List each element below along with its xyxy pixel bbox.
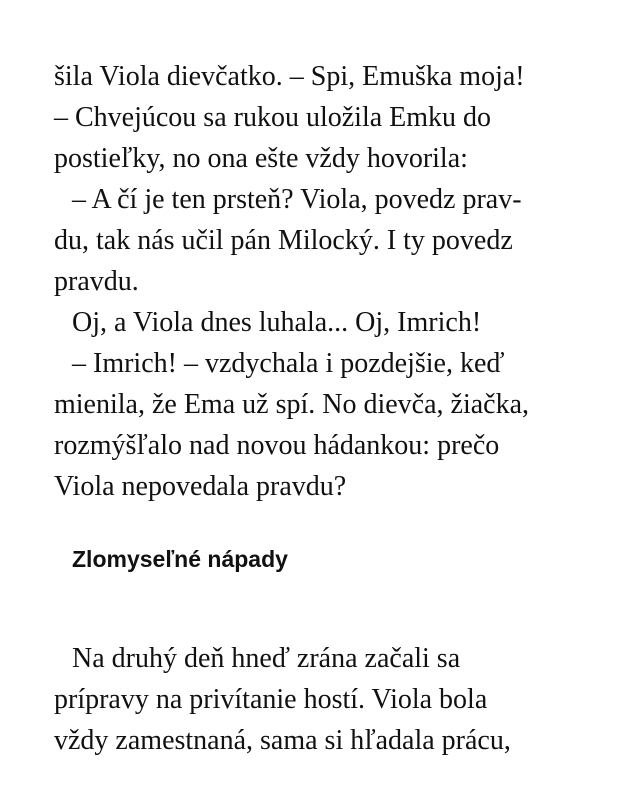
text-line: – Chvejúcou sa rukou uložila Emku do — [54, 102, 492, 133]
text-line: du, tak nás učil pán Milocký. I ty povedz — [54, 225, 513, 256]
text-line: Na druhý deň hneď zrána začali sa — [72, 643, 461, 674]
text-line: Oj, a Viola dnes luhala... Oj, Imrich! — [72, 307, 482, 338]
text-line: rozmýšľalo nad novou hádankou: prečo — [54, 430, 500, 461]
section-heading: Zlomyseľné nápady — [72, 546, 288, 572]
text-line: – A čí je ten prsteň? Viola, povedz prav- — [72, 184, 522, 215]
text-line: prípravy na privítanie hostí. Viola bola — [54, 684, 488, 715]
text-line: Viola nepovedala pravdu? — [54, 471, 347, 502]
text-line: vždy zamestnaná, sama si hľadala prácu, — [54, 725, 511, 756]
text-line: pravdu. — [54, 266, 139, 297]
body-text-bottom — [54, 638, 594, 761]
text-line: postieľky, no ona ešte vždy hovorila: — [54, 143, 468, 174]
body-text-top — [54, 56, 594, 507]
text-line: mienila, že Ema už spí. No dievča, žiačka, — [54, 389, 530, 420]
text-line: – Imrich! – vzdychala i pozdejšie, keď — [72, 348, 505, 379]
text-line: šila Viola dievčatko. – Spi, Emuška moja! — [54, 61, 525, 92]
